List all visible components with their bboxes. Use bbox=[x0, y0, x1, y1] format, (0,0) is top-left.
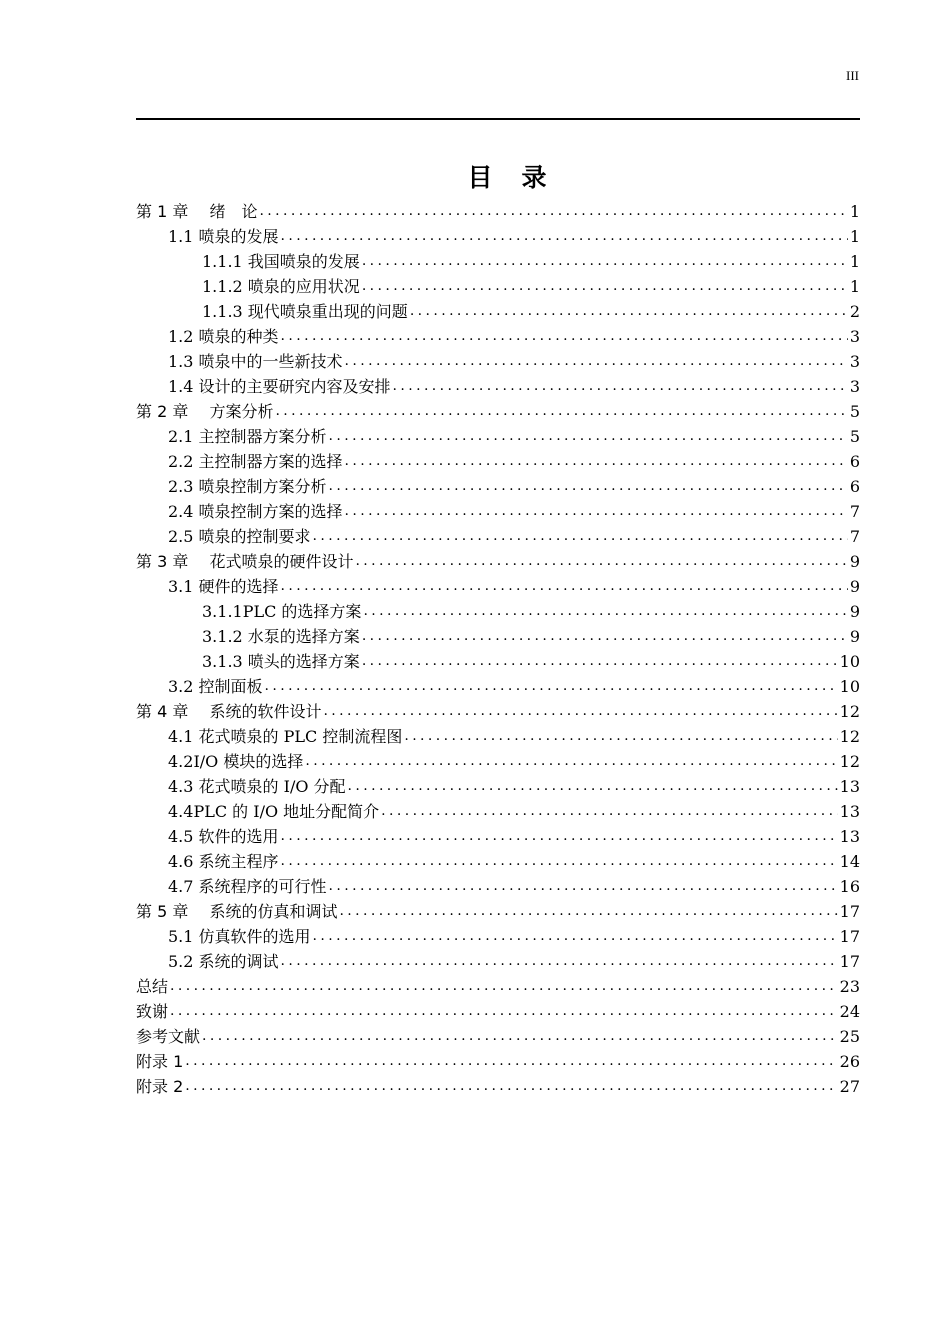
toc-entry[interactable] bbox=[136, 874, 860, 899]
toc-entry-title: 1.1.2 喷泉的应用状况 bbox=[202, 277, 360, 296]
toc-entry-page: 26 bbox=[839, 1052, 860, 1071]
toc-entry[interactable] bbox=[136, 1049, 860, 1074]
toc-entry[interactable] bbox=[136, 324, 860, 349]
dot-leader bbox=[281, 824, 838, 849]
toc-entry-page: 12 bbox=[839, 702, 860, 721]
dot-leader bbox=[281, 574, 848, 599]
toc-entry[interactable] bbox=[136, 549, 860, 574]
toc-entry[interactable] bbox=[136, 474, 860, 499]
toc-entry-page: 27 bbox=[839, 1077, 860, 1096]
toc-entry[interactable] bbox=[136, 899, 860, 924]
dot-leader bbox=[313, 924, 838, 949]
toc-entry-page: 13 bbox=[839, 827, 860, 846]
dot-leader bbox=[265, 674, 838, 699]
dot-leader bbox=[362, 649, 838, 674]
dot-leader bbox=[362, 249, 848, 274]
toc-entry-page: 23 bbox=[839, 977, 860, 996]
toc-entry-page: 17 bbox=[839, 927, 860, 946]
dot-leader bbox=[281, 849, 838, 874]
toc-entry-page: 14 bbox=[839, 852, 860, 871]
toc-entry[interactable] bbox=[136, 524, 860, 549]
toc-entry[interactable] bbox=[136, 949, 860, 974]
toc-entry-page: 2 bbox=[849, 302, 860, 321]
toc-entry[interactable] bbox=[136, 449, 860, 474]
toc-entry-page: 3 bbox=[849, 352, 860, 371]
toc-entry-title: 1.4 设计的主要研究内容及安排 bbox=[168, 377, 391, 396]
toc-entry-title: 3.1.3 喷头的选择方案 bbox=[202, 652, 360, 671]
toc-entry-title: 第 4 章 系统的软件设计 bbox=[136, 702, 322, 721]
dot-leader bbox=[323, 699, 837, 724]
toc-entry-page: 6 bbox=[849, 477, 860, 496]
toc-entry[interactable] bbox=[136, 749, 860, 774]
toc-entry-page: 1 bbox=[849, 227, 860, 246]
toc-entry-page: 6 bbox=[849, 452, 860, 471]
toc-entry-page: 3 bbox=[849, 377, 860, 396]
toc-entry[interactable] bbox=[136, 1024, 860, 1049]
toc-entry[interactable] bbox=[136, 1074, 860, 1099]
toc-entry-page: 13 bbox=[839, 777, 860, 796]
dot-leader bbox=[329, 424, 848, 449]
toc-entry-title: 5.2 系统的调试 bbox=[168, 952, 279, 971]
toc-entry-title: 2.2 主控制器方案的选择 bbox=[168, 452, 343, 471]
dot-leader bbox=[170, 999, 838, 1024]
dot-leader bbox=[281, 949, 838, 974]
toc-entry-page: 13 bbox=[839, 802, 860, 821]
toc-entry-page: 10 bbox=[839, 652, 860, 671]
toc-entry[interactable] bbox=[136, 624, 860, 649]
toc-entry[interactable] bbox=[136, 299, 860, 324]
toc-entry-title: 3.2 控制面板 bbox=[168, 677, 263, 696]
toc-entry[interactable] bbox=[136, 799, 860, 824]
dot-leader bbox=[259, 199, 847, 224]
header-rule bbox=[136, 118, 860, 120]
dot-leader bbox=[362, 624, 848, 649]
toc-entry-title: 4.2I/O 模块的选择 bbox=[168, 752, 304, 771]
toc-entry-title: 致谢 bbox=[136, 1002, 169, 1021]
toc-entry-title: 1.2 喷泉的种类 bbox=[168, 327, 279, 346]
toc-entry[interactable] bbox=[136, 599, 860, 624]
toc-entry[interactable] bbox=[136, 824, 860, 849]
toc-entry[interactable] bbox=[136, 999, 860, 1024]
toc-entry-title: 4.4PLC 的 I/O 地址分配简介 bbox=[168, 802, 380, 821]
toc-entry[interactable] bbox=[136, 724, 860, 749]
toc-entry[interactable] bbox=[136, 924, 860, 949]
toc-title: 目 录 bbox=[467, 163, 549, 192]
dot-leader bbox=[345, 449, 848, 474]
toc-entry-title: 4.1 花式喷泉的 PLC 控制流程图 bbox=[168, 727, 403, 746]
toc-entry-title: 总结 bbox=[136, 977, 169, 996]
toc-entry[interactable] bbox=[136, 849, 860, 874]
toc-entry-title: 第 2 章 方案分析 bbox=[136, 402, 274, 421]
toc-entry-page: 17 bbox=[839, 902, 860, 921]
toc-entry[interactable] bbox=[136, 424, 860, 449]
toc-entry-title: 附录 2 bbox=[136, 1077, 184, 1096]
toc-entry-title: 4.7 系统程序的可行性 bbox=[168, 877, 327, 896]
toc-entry-title: 第 3 章 花式喷泉的硬件设计 bbox=[136, 552, 354, 571]
toc-entry-page: 25 bbox=[839, 1027, 860, 1046]
dot-leader bbox=[170, 974, 838, 999]
toc-entry-title: 第 5 章 系统的仿真和调试 bbox=[136, 902, 338, 921]
toc-entry-title: 4.6 系统主程序 bbox=[168, 852, 279, 871]
toc-entry-page: 9 bbox=[849, 552, 860, 571]
toc-entry-page: 10 bbox=[839, 677, 860, 696]
toc-entry-page: 12 bbox=[839, 752, 860, 771]
dot-leader bbox=[381, 799, 837, 824]
dot-leader bbox=[202, 1024, 838, 1049]
toc-entry-title: 2.4 喷泉控制方案的选择 bbox=[168, 502, 343, 521]
toc-entry-title: 2.5 喷泉的控制要求 bbox=[168, 527, 311, 546]
toc-entry-page: 1 bbox=[849, 252, 860, 271]
toc-entry-page: 3 bbox=[849, 327, 860, 346]
toc-entry[interactable] bbox=[136, 274, 860, 299]
toc-entry[interactable] bbox=[136, 574, 860, 599]
toc-entry-title: 4.5 软件的选用 bbox=[168, 827, 279, 846]
dot-leader bbox=[313, 524, 848, 549]
dot-leader bbox=[363, 599, 847, 624]
toc-entry-title: 3.1.1PLC 的选择方案 bbox=[202, 602, 362, 621]
toc-entry-page: 5 bbox=[849, 427, 860, 446]
toc-entry[interactable] bbox=[136, 649, 860, 674]
toc-entry[interactable] bbox=[136, 374, 860, 399]
toc-entry-page: 5 bbox=[849, 402, 860, 421]
toc-entry-title: 1.1.3 现代喷泉重出现的问题 bbox=[202, 302, 408, 321]
toc-entry-title: 1.3 喷泉中的一些新技术 bbox=[168, 352, 343, 371]
toc-entry-title: 1.1.1 我国喷泉的发展 bbox=[202, 252, 360, 271]
dot-leader bbox=[185, 1074, 837, 1099]
toc-entry[interactable] bbox=[136, 774, 860, 799]
toc-entry-page: 9 bbox=[849, 577, 860, 596]
toc-entry-page: 9 bbox=[849, 602, 860, 621]
dot-leader bbox=[305, 749, 837, 774]
toc-entry-title: 附录 1 bbox=[136, 1052, 184, 1071]
toc-entry-page: 7 bbox=[849, 502, 860, 521]
toc-entry-title: 第 1 章 绪 论 bbox=[136, 202, 258, 221]
dot-leader bbox=[410, 299, 848, 324]
toc-entry-title: 3.1 硬件的选择 bbox=[168, 577, 279, 596]
toc-entry[interactable] bbox=[136, 674, 860, 699]
toc-entry-page: 7 bbox=[849, 527, 860, 546]
table-of-contents bbox=[136, 199, 860, 1099]
toc-entry[interactable] bbox=[136, 349, 860, 374]
page-number: III bbox=[846, 68, 859, 83]
toc-entry-page: 1 bbox=[849, 202, 860, 221]
dot-leader bbox=[393, 374, 848, 399]
toc-entry[interactable] bbox=[136, 249, 860, 274]
toc-entry-page: 16 bbox=[839, 877, 860, 896]
dot-leader bbox=[329, 474, 848, 499]
dot-leader bbox=[348, 774, 838, 799]
dot-leader bbox=[345, 499, 848, 524]
toc-entry-title: 参考文献 bbox=[136, 1027, 201, 1046]
toc-entry-title: 5.1 仿真软件的选用 bbox=[168, 927, 311, 946]
toc-entry[interactable] bbox=[136, 699, 860, 724]
dot-leader bbox=[404, 724, 837, 749]
toc-entry-page: 24 bbox=[839, 1002, 860, 1021]
toc-entry-page: 17 bbox=[839, 952, 860, 971]
toc-entry[interactable] bbox=[136, 499, 860, 524]
toc-entry-title: 4.3 花式喷泉的 I/O 分配 bbox=[168, 777, 346, 796]
dot-leader bbox=[275, 399, 847, 424]
toc-entry[interactable] bbox=[136, 974, 860, 999]
dot-leader bbox=[339, 899, 837, 924]
toc-entry-title: 1.1 喷泉的发展 bbox=[168, 227, 279, 246]
toc-entry-title: 3.1.2 水泵的选择方案 bbox=[202, 627, 360, 646]
dot-leader bbox=[185, 1049, 837, 1074]
dot-leader bbox=[329, 874, 838, 899]
toc-entry-page: 1 bbox=[849, 277, 860, 296]
dot-leader bbox=[355, 549, 847, 574]
dot-leader bbox=[281, 224, 848, 249]
toc-entry[interactable] bbox=[136, 399, 860, 424]
dot-leader bbox=[345, 349, 848, 374]
toc-entry[interactable] bbox=[136, 199, 860, 224]
dot-leader bbox=[281, 324, 848, 349]
dot-leader bbox=[362, 274, 848, 299]
toc-entry-title: 2.3 喷泉控制方案分析 bbox=[168, 477, 327, 496]
toc-entry-title: 2.1 主控制器方案分析 bbox=[168, 427, 327, 446]
toc-entry-page: 12 bbox=[839, 727, 860, 746]
toc-entry-page: 9 bbox=[849, 627, 860, 646]
toc-entry[interactable] bbox=[136, 224, 860, 249]
